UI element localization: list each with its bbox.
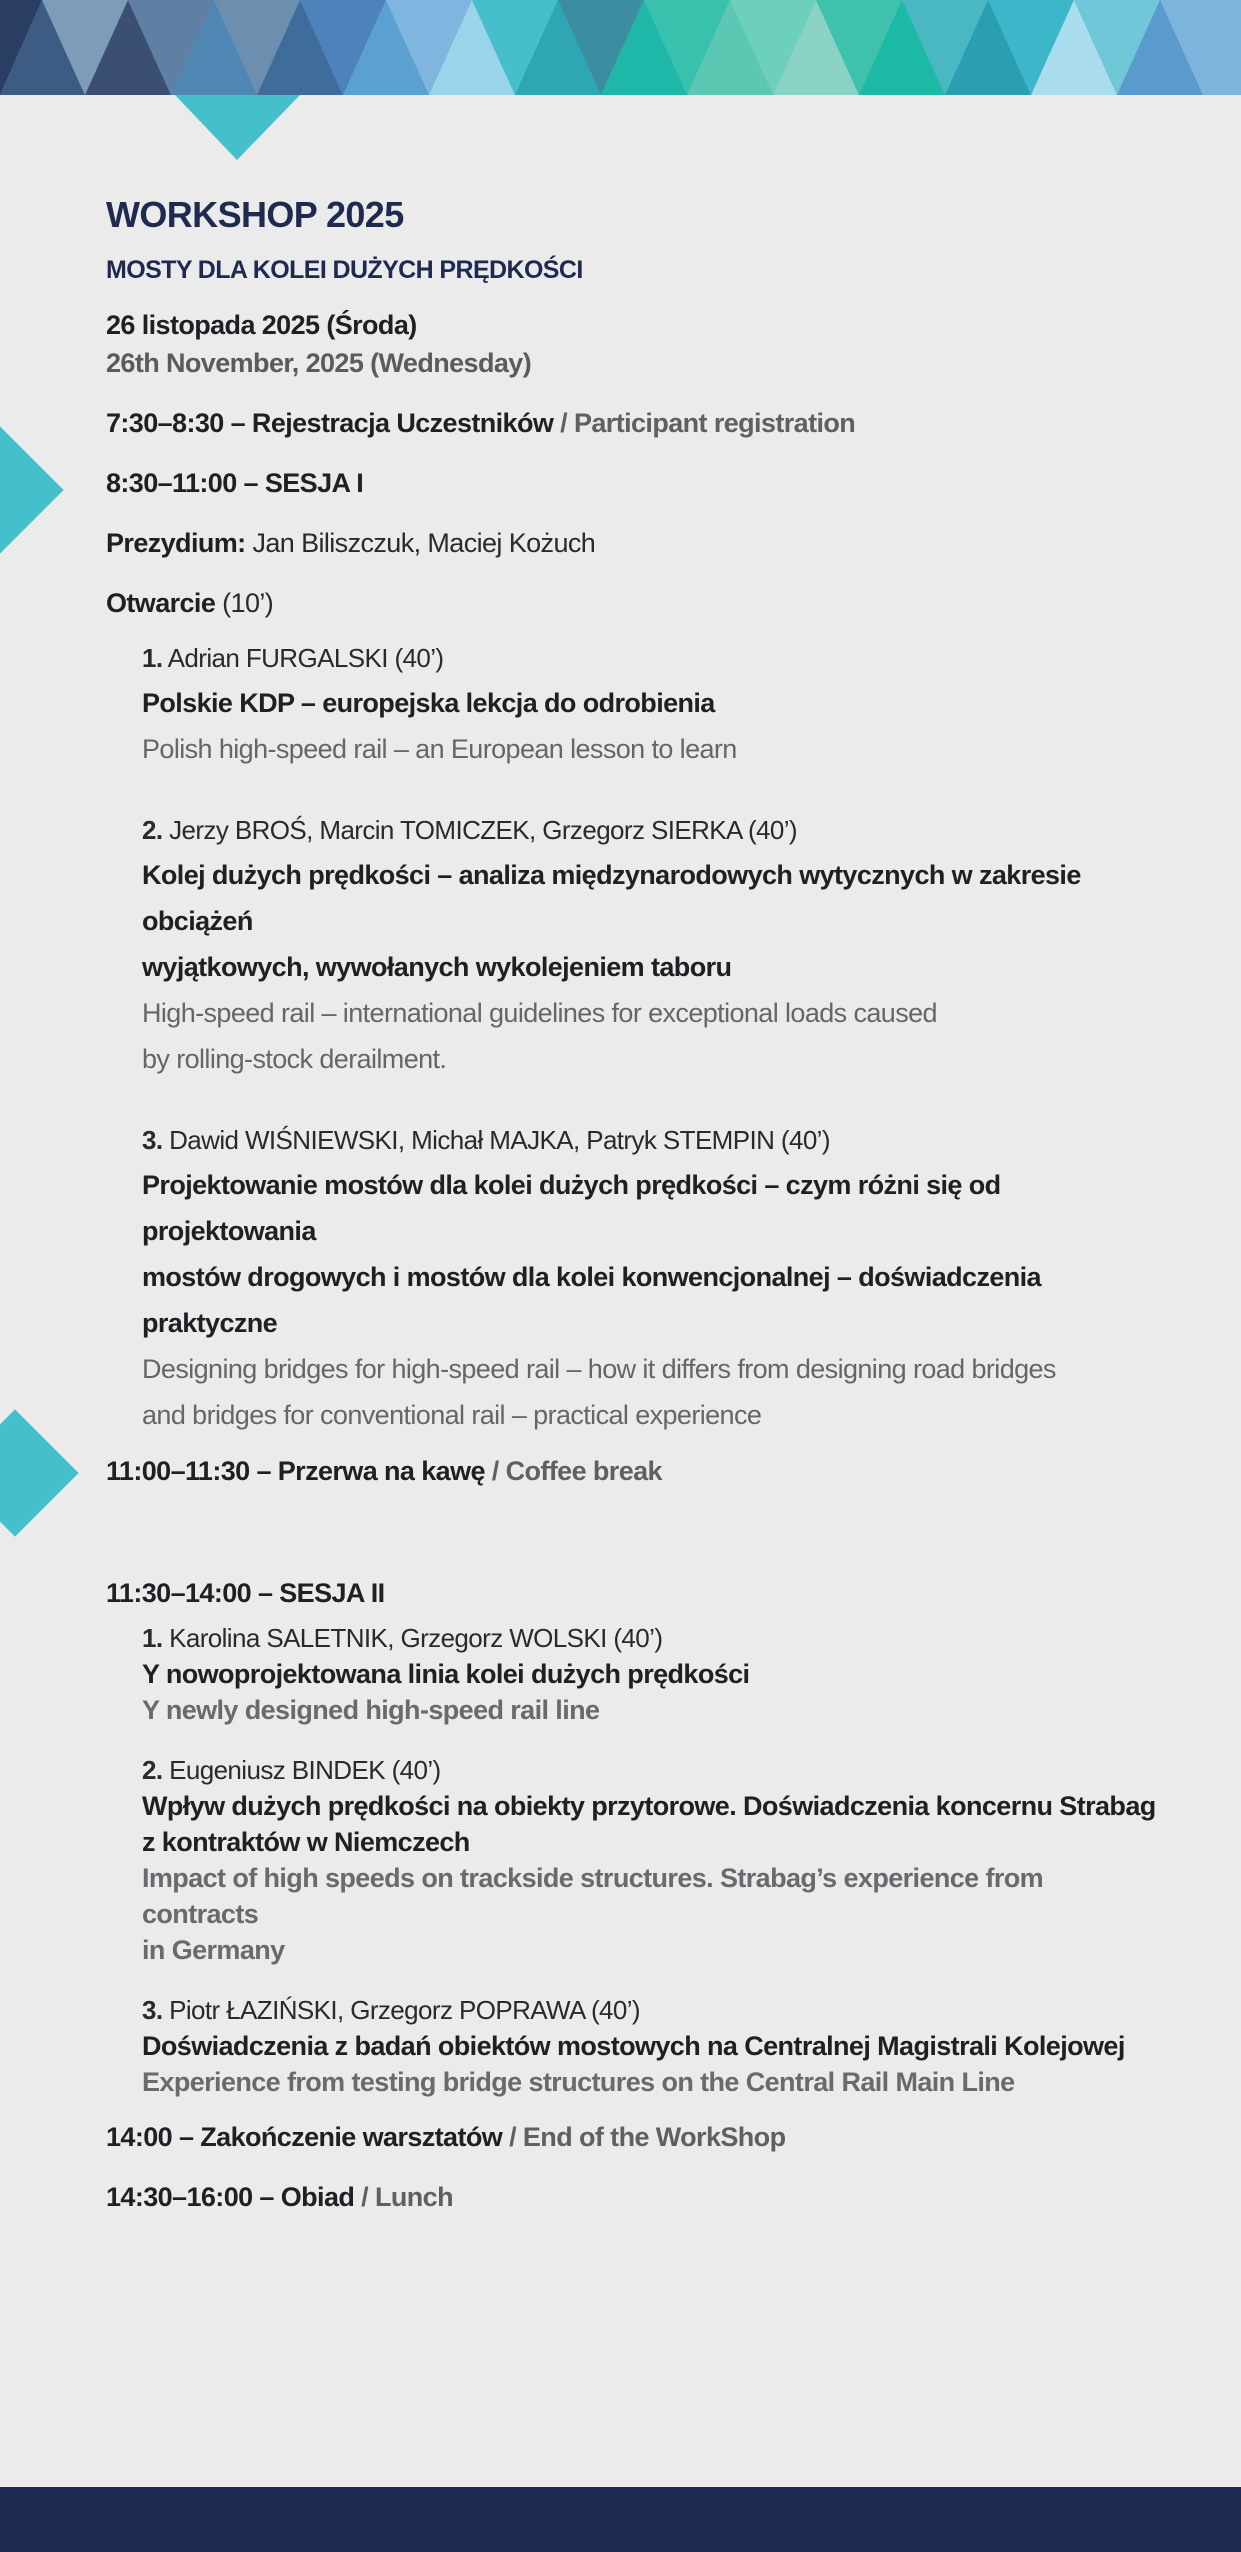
footer-bar <box>0 2487 1241 2552</box>
lunch-en: Lunch <box>374 2182 453 2212</box>
talk-number: 1. <box>142 1623 163 1653</box>
presidium-row <box>106 524 1156 562</box>
separator: / <box>484 1456 506 1486</box>
registration-row <box>106 404 1156 442</box>
talk-title-en: Impact of high speeds on trackside structures. Strabag’s experience from contracts <box>142 1863 1044 1929</box>
date-english: 26th November, 2025 (Wednesday) <box>106 348 532 378</box>
talk-number: 3. <box>142 1125 163 1155</box>
talk-authors <box>142 1992 1156 2028</box>
agenda <box>106 192 1156 2238</box>
talk-number: 2. <box>142 815 163 845</box>
talk-item <box>142 1752 1156 1968</box>
session1-talks <box>142 636 1156 1438</box>
lunch-pl: 14:30–16:00 – Obiad <box>106 2182 355 2212</box>
talk-item <box>142 1992 1156 2100</box>
opening-duration: (10’) <box>215 588 274 618</box>
talk-title-en: Polish high-speed rail – an European lesson to learn <box>142 734 737 764</box>
talk-number: 1. <box>142 643 163 673</box>
end-en: End of the WorkShop <box>522 2122 786 2152</box>
talk-authors <box>142 636 1156 680</box>
talk-title-en: and bridges for conventional rail – practical experience <box>142 1400 762 1430</box>
opening-row <box>106 584 1156 622</box>
talk-title-pl: Wpływ dużych prędkości na obiekty przytorowe. Doświadczenia koncernu Strabag <box>142 1791 1156 1821</box>
session2-title: 11:30–14:00 – SESJA II <box>106 1578 385 1608</box>
separator: / <box>502 2122 523 2152</box>
talk-title-en: in Germany <box>142 1935 285 1965</box>
coffee-en: Coffee break <box>505 1456 662 1486</box>
page-subtitle: MOSTY DLA KOLEI DUŻYCH PRĘDKOŚCI <box>106 256 583 284</box>
page-title: WORKSHOP 2025 <box>106 194 404 235</box>
session1-heading <box>106 464 1156 502</box>
talk-title-pl: mostów drogowych i mostów dla kolei konwencjonalnej – doświadczenia praktyczne <box>142 1262 1041 1338</box>
separator: / <box>553 408 574 438</box>
session-diamond-marker <box>0 426 64 553</box>
talk-item <box>142 1620 1156 1728</box>
talk-item <box>142 636 1156 772</box>
session1-title: 8:30–11:00 – SESJA I <box>106 468 364 498</box>
talk-number: 3. <box>142 1995 163 2025</box>
talk-author-names: Adrian FURGALSKI (40’) <box>162 643 444 673</box>
talk-title-pl: Projektowanie mostów dla kolei dużych prędkości – czym różni się od projektowania <box>142 1170 1001 1246</box>
presidium-names: Jan Biliszczuk, Maciej Kożuch <box>245 528 596 558</box>
end-pl: 14:00 – Zakończenie warsztatów <box>106 2122 503 2152</box>
header-triangle-pattern <box>0 0 1241 165</box>
talk-author-names: Jerzy BROŚ, Marcin TOMICZEK, Grzegorz SIERKA (40’) <box>162 815 797 845</box>
talk-title-pl: Doświadczenia z badań obiektów mostowych na Centralnej Magistrali Kolejowej <box>142 2031 1125 2061</box>
talk-title-pl: z kontraktów w Niemczech <box>142 1827 470 1857</box>
talk-author-names: Eugeniusz BINDEK (40’) <box>162 1755 441 1785</box>
talk-title-pl: Polskie KDP – europejska lekcja do odrobienia <box>142 688 715 718</box>
talk-authors <box>142 1752 1156 1788</box>
opening-label: Otwarcie <box>106 588 216 618</box>
talk-item <box>142 1118 1156 1438</box>
talk-title-pl: Y nowoprojektowana linia kolei dużych prędkości <box>142 1659 750 1689</box>
talk-authors <box>142 1620 1156 1656</box>
talk-title-en: High-speed rail – international guidelines for exceptional loads caused <box>142 998 937 1028</box>
talk-authors <box>142 1118 1156 1162</box>
date-polish: 26 listopada 2025 (Środa) <box>106 310 417 340</box>
session2-talks <box>142 1620 1156 2100</box>
session2-heading <box>106 1574 1156 1612</box>
coffee-pl: 11:00–11:30 – Przerwa na kawę <box>106 1456 485 1486</box>
separator: / <box>354 2182 375 2212</box>
talk-title-pl: Kolej dużych prędkości – analiza międzynarodowych wytycznych w zakresie obciążeń <box>142 860 1081 936</box>
talk-title-en: by rolling-stock derailment. <box>142 1044 447 1074</box>
end-row <box>106 2118 1156 2156</box>
talk-item <box>142 808 1156 1082</box>
session-diamond-marker <box>0 1409 79 1536</box>
talk-author-names: Karolina SALETNIK, Grzegorz WOLSKI (40’) <box>162 1623 663 1653</box>
presidium-label: Prezydium: <box>106 528 246 558</box>
talk-title-en: Designing bridges for high-speed rail – how it differs from designing road bridges <box>142 1354 1056 1384</box>
talk-title-en: Experience from testing bridge structures on the Central Rail Main Line <box>142 2067 1015 2097</box>
talk-title-pl: wyjątkowych, wywołanych wykolejeniem taboru <box>142 952 732 982</box>
talk-author-names: Piotr ŁAZIŃSKI, Grzegorz POPRAWA (40’) <box>162 1995 640 2025</box>
coffee-break-row <box>106 1452 1156 1490</box>
talk-title-en: Y newly designed high-speed rail line <box>142 1695 600 1725</box>
lunch-row <box>106 2178 1156 2216</box>
registration-pl: 7:30–8:30 – Rejestracja Uczestników <box>106 408 554 438</box>
registration-en: Participant registration <box>573 408 856 438</box>
talk-authors <box>142 808 1156 852</box>
talk-number: 2. <box>142 1755 163 1785</box>
talk-author-names: Dawid WIŚNIEWSKI, Michał MAJKA, Patryk STEMPIN (40’) <box>162 1125 830 1155</box>
